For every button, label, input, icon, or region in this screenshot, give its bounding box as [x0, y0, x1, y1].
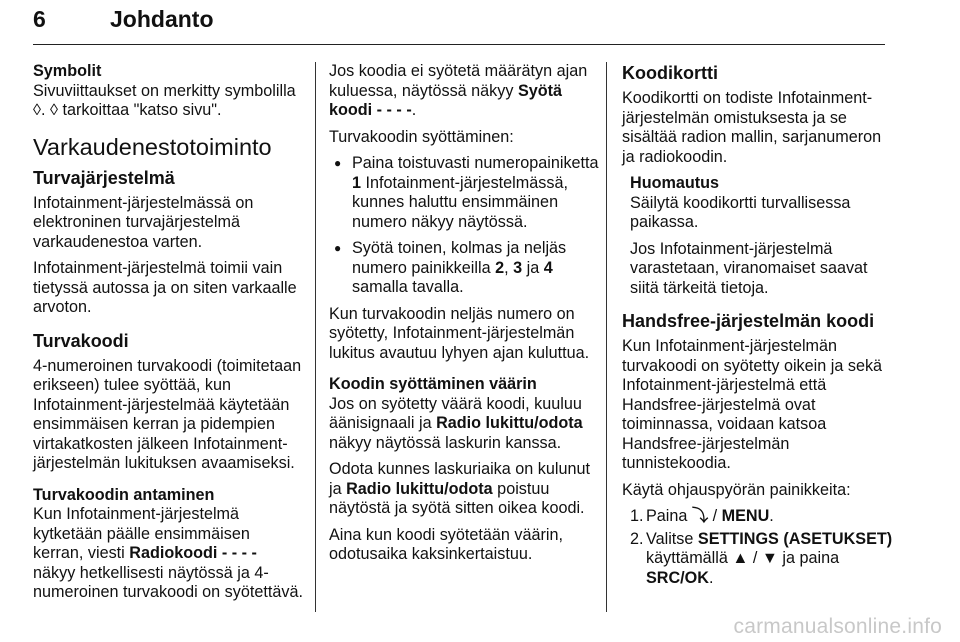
heading-turvajarjestelma: Turvajärjestelmä — [33, 167, 175, 188]
text: käyttämällä ▲ / ▼ ja paina — [646, 549, 840, 567]
display-message-radiokoodi: Radiokoodi - - - - — [129, 544, 257, 562]
text: . — [769, 507, 774, 525]
paragraph-koodikortti: Koodikortti on todiste Infotainment-järjestelmän omistuksesta ja se sisältää radion mallin, sarjanumeron ja radiokoodin. — [622, 89, 882, 166]
key-label: 1 — [352, 173, 362, 192]
text: poistuu näytöstä ja syötä sitten oikea koodi. — [329, 479, 585, 517]
page-title: Johdanto — [110, 6, 214, 32]
paragraph-syottaminen: Turvakoodin syöttäminen: — [329, 127, 514, 146]
text: Paina — [646, 507, 692, 525]
section-heading-varkaudenesto: Varkaudenestotoiminto — [33, 133, 272, 160]
paragraph-vaara-koodi — [329, 395, 599, 454]
text: Syötä toinen, kolmas ja neljäs numero painikkeilla — [352, 239, 567, 277]
key-label: 3 — [513, 258, 523, 277]
heading-turvakoodin-antaminen: Turvakoodin antaminen — [33, 485, 215, 504]
symbolit-heading: Symbolit — [33, 62, 102, 80]
watermark: carmanualsonline.info — [733, 615, 942, 638]
text: , — [504, 258, 514, 277]
heading-koodin-syottaminen-vaarin: Koodin syöttäminen väärin — [329, 375, 537, 393]
text: Jos on syötetty väärä koodi, kuuluu äänisignaali ja — [329, 394, 582, 432]
symbolit-text: Sivuviittaukset on merkitty symbolilla ◊. ◊ tarkoittaa "katso sivu". — [33, 81, 296, 119]
key-label: 2 — [495, 258, 505, 277]
text: samalla tavalla. — [352, 278, 464, 296]
page-number: 6 — [33, 6, 46, 32]
display-message-radio-lukittu: Radio lukittu/odota — [436, 414, 583, 432]
page-header — [33, 4, 885, 45]
display-message-syota-koodi: Syötä koodi - - - - — [329, 81, 563, 119]
text: Jos koodia ei syötetä määrätyn ajan kuluessa, näytössä näkyy — [329, 62, 588, 100]
paragraph-handsfree: Kun Infotainment-järjestelmän turvakoodi on syötetty oikein ja sekä Infotainment-järjestelmä että Handsfree-järjestelmä ovat toiminnassa, voidaan katsoa Handsfree-järjestelmän tunnistekoodia. — [622, 337, 883, 472]
phone-answer-icon: ⤵ — [691, 507, 709, 525]
paragraph-antaminen — [33, 505, 303, 603]
text: Odota kunnes laskuriaika on kulunut ja — [329, 460, 590, 498]
column-divider-1 — [315, 62, 316, 612]
paragraph-ohjauspyora: Käytä ohjauspyörän painikkeita: — [622, 480, 851, 499]
note-text-2: Jos Infotainment-järjestelmä varastetaan, viranomaiset saavat siitä tärkeitä tietoja. — [630, 239, 868, 297]
column-2 — [329, 62, 599, 572]
heading-koodikortti: Koodikortti — [622, 63, 718, 83]
column-divider-2 — [606, 62, 607, 612]
menu-item-settings: SETTINGS (ASETUKSET) — [697, 529, 893, 548]
heading-turvakoodi: Turvakoodi — [33, 330, 129, 351]
paragraph-turvakoodi: 4-numeroinen turvakoodi (toimitetaan erikseen) tulee syöttää, kun Infotainment-järjestelmää käytetään ensimmäisen kerran ja pidempien virtakatkosten jälkeen Infotainment-järjestelmän lukituksen avaamiseksi. — [33, 356, 302, 472]
column-1 — [33, 62, 303, 610]
paragraph-odotusaika: Aina kun koodi syötetään väärin, odotusaika kaksinkertaistuu. — [329, 525, 563, 563]
note-heading: Huomautus — [630, 174, 720, 192]
paragraph-lukitus-avautuu: Kun turvakoodin neljäs numero on syötetty, Infotainment-järjestelmän lukitus avautuu lyhyen ajan kuluttua. — [329, 304, 590, 362]
key-label: 4 — [543, 258, 553, 277]
text: Kun Infotainment-järjestelmä kytketään päälle ensimmäisen kerran, viesti — [33, 505, 250, 562]
text: . — [708, 568, 714, 587]
bullet-item-2 — [329, 239, 599, 298]
display-message-radio-lukittu: Radio lukittu/odota — [346, 479, 493, 498]
step-2 — [622, 530, 894, 589]
text: . — [411, 101, 417, 119]
heading-handsfree-koodi: Handsfree-järjestelmän koodi — [622, 311, 875, 331]
text: näkyy näytössä laskurin kanssa. — [329, 433, 562, 452]
text: / — [708, 507, 722, 525]
key-label-menu: MENU — [721, 507, 770, 525]
text: Paina toistuvasti numeropainiketta — [352, 154, 599, 172]
text: näkyy hetkellisesti näytössä ja 4-numeroinen turvakoodi on syötettävä. — [33, 563, 303, 601]
key-label-src-ok: SRC/OK — [646, 568, 709, 587]
paragraph-timeout — [329, 62, 599, 121]
text: Infotainment-järjestelmässä, kunnes haluttu ensimmäinen numero näkyy näytössä. — [352, 173, 568, 231]
step-number: 1. — [630, 507, 644, 525]
text: ja — [522, 258, 544, 277]
note-text-1: Säilytä koodikortti turvallisessa paikassa. — [630, 193, 851, 231]
paragraph-odota — [329, 460, 599, 519]
step-number: 2. — [630, 529, 644, 548]
step-1 — [622, 507, 894, 527]
paragraph-turva-2: Infotainment-järjestelmä toimii vain tietyssä autossa ja on siten varkaalle arvoton. — [33, 259, 297, 316]
column-3 — [622, 62, 894, 591]
text: Valitse — [646, 529, 698, 548]
note-box — [622, 174, 894, 298]
paragraph-turva-1: Infotainment-järjestelmässä on elektroninen turvajärjestelmä varkaudenestoa varten. — [33, 193, 254, 251]
bullet-item-1 — [329, 154, 599, 232]
